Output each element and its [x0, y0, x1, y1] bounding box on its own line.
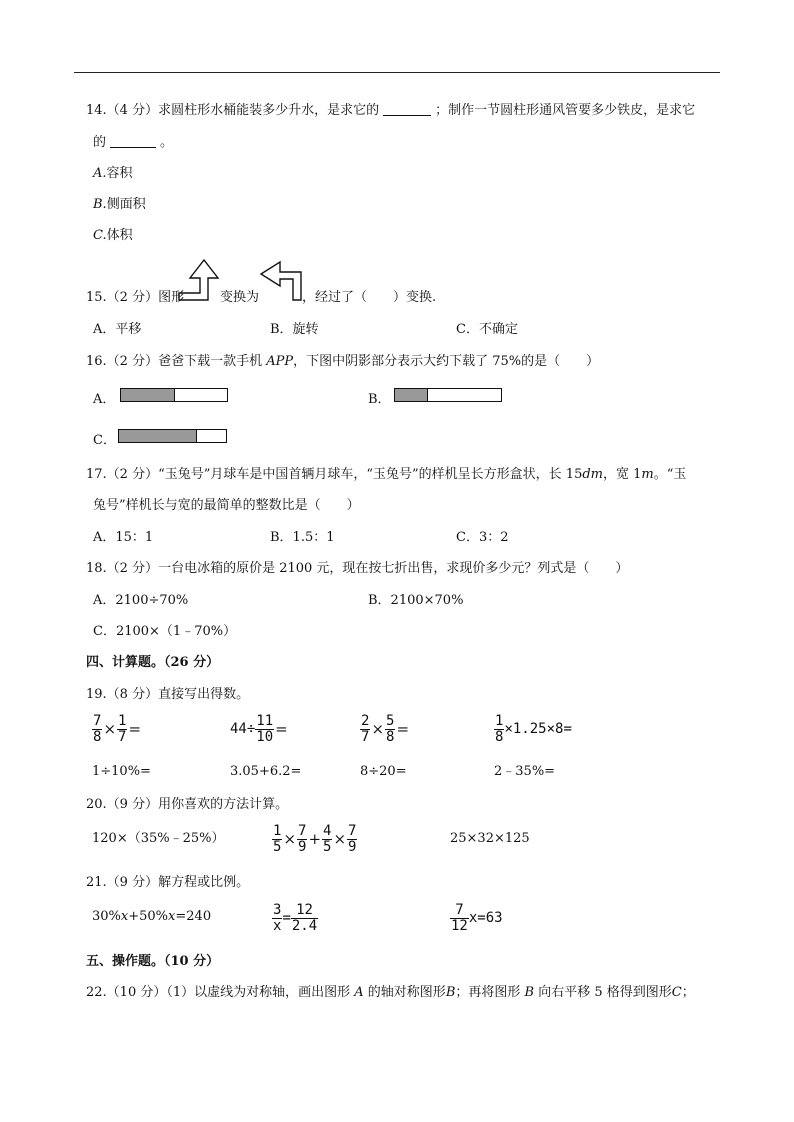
numerator: 7 [348, 823, 357, 839]
q16-option-b[interactable]: B． [368, 392, 391, 407]
q16-text-2: ，下图中阴影部分表示大约下载了 75%的是（ ） [293, 354, 600, 369]
expr-text: ×1.25×8= [504, 721, 572, 738]
q14-text-2: ；制作一节圆柱形通风管要多少铁皮，是求它 [435, 103, 696, 118]
q17-text-2: ，宽 1 [603, 467, 642, 482]
figure-b: B [524, 985, 535, 1000]
denominator: 8 [495, 728, 504, 745]
equals: = [396, 719, 410, 738]
q19-row2-4: 2﹣35%= [494, 764, 556, 779]
equals: = [282, 910, 291, 927]
q17-text: 17.（2 分）“玉兔号”月球车是中国首辆月球车，“玉兔号”的样机呈长方形盒状，长 15 [86, 467, 583, 482]
figure-b: B [445, 985, 456, 1000]
q17-unit-dm: dm [582, 467, 603, 482]
q15-option-a[interactable]: A．平移 [93, 322, 142, 337]
operator: × [371, 719, 385, 738]
q20-expr-3: 25×32×125 [450, 831, 530, 846]
fraction [385, 714, 395, 744]
option-text: 容积 [106, 166, 133, 181]
q22-text: ； [681, 985, 695, 1000]
q14-option-a[interactable] [93, 167, 133, 180]
expr-text: x=63 [468, 910, 503, 927]
option-text: 体积 [106, 228, 133, 243]
q22-text: ；再将图形 [455, 985, 521, 1000]
section-5-heading: 五、操作题。（10 分） [86, 954, 220, 969]
left-arrow-shape-icon [258, 258, 304, 302]
q20-expr-2 [272, 824, 357, 854]
numerator: 1 [118, 713, 127, 729]
denominator: 7 [118, 728, 127, 745]
header-rule [74, 72, 720, 73]
fraction [297, 824, 307, 854]
q16-bar-b [394, 388, 502, 402]
q16-bar-a-fill [121, 389, 175, 401]
q18-stem: 18.（2 分）一台电冰箱的原价是 2100 元，现在按七折出售，求现价多少元？列式是（ ） [86, 561, 629, 576]
q21-expr-1 [92, 910, 211, 923]
numerator: 7 [298, 823, 307, 839]
q17-text-3: 。“玉 [653, 467, 687, 482]
q14-blank-1[interactable] [383, 114, 431, 116]
expr-text: 44÷ [230, 721, 256, 738]
q16-bar-a [120, 388, 228, 402]
section-4-heading: 四、计算题。（26 分） [86, 655, 220, 670]
q14-line2 [93, 136, 173, 149]
q18-option-b[interactable]: B．2100×70% [368, 593, 464, 608]
denominator: x [273, 917, 282, 934]
q16-bar-c [118, 429, 227, 443]
q21-stem: 21.（9 分）解方程或比例。 [86, 875, 250, 890]
q19-expr-2 [230, 714, 289, 744]
q17-option-b[interactable]: B．1.5：1 [270, 530, 335, 545]
q17-line1 [86, 468, 686, 481]
q22-text: 的轴对称图形 [367, 985, 446, 1000]
q14-text: 14.（4 分）求圆柱形水桶能装多少升水，是求它的 [86, 103, 380, 118]
q15-prefix: 15.（2 分）图形 [86, 290, 185, 305]
q16-stem [86, 355, 599, 368]
q15-option-c[interactable]: C．不确定 [456, 322, 518, 337]
q14-option-b[interactable] [93, 198, 146, 211]
q15-suffix: ，经过了（ ）变换. [302, 290, 437, 305]
q17-option-c[interactable]: C．3：2 [456, 530, 509, 545]
q18-option-c[interactable]: C．2100×（1﹣70%） [93, 624, 237, 639]
numerator: 3 [273, 902, 282, 918]
denominator: 8 [386, 728, 395, 745]
q17-option-a[interactable]: A．15：1 [93, 530, 154, 545]
fraction [272, 903, 282, 933]
denominator: 9 [298, 838, 307, 855]
numerator: 2 [361, 713, 370, 729]
numerator: 1 [495, 713, 504, 729]
operator: × [283, 829, 297, 848]
denominator: 5 [323, 838, 332, 855]
denominator: 7 [361, 728, 370, 745]
q15-option-b[interactable]: B．旋转 [270, 322, 319, 337]
fraction [291, 903, 318, 933]
fraction [117, 714, 127, 744]
q17-line2: 兔号”样机长与宽的最简单的整数比是（ ） [93, 498, 360, 513]
equals: = [128, 719, 142, 738]
q19-expr-3 [360, 714, 410, 744]
fraction [450, 903, 469, 933]
q19-expr-4 [494, 714, 572, 744]
variable-x: x [120, 909, 129, 924]
option-letter: A. [93, 166, 107, 181]
q14-text-4: 。 [160, 135, 174, 150]
numerator: 5 [386, 713, 395, 729]
q14-text-3: 的 [93, 135, 107, 150]
fraction [494, 714, 504, 744]
numerator: 11 [256, 713, 274, 729]
fraction [360, 714, 370, 744]
q15-middle: 变换为 [220, 290, 260, 305]
option-letter: C. [93, 228, 107, 243]
figure-c: C [671, 985, 682, 1000]
option-letter: B. [93, 197, 107, 212]
fraction [347, 824, 357, 854]
equals: = [275, 719, 288, 738]
q14-line1 [86, 104, 695, 117]
fraction [272, 824, 282, 854]
q21-expr-3 [450, 903, 503, 933]
fraction [92, 714, 102, 744]
q22-text: 向右平移 5 格得到图形 [538, 985, 672, 1000]
numerator: 12 [291, 903, 318, 919]
q19-expr-1 [92, 714, 142, 744]
denominator: 9 [348, 838, 357, 855]
fraction [322, 824, 332, 854]
q20-expr-1: 120×（35%﹣25%） [92, 831, 225, 846]
q22-text: 22.（10 分）（1）以虚线为对称轴，画出图形 [86, 985, 351, 1000]
expr-text: 30% [92, 909, 121, 924]
denominator: 8 [93, 728, 102, 745]
q21-expr-2 [272, 903, 318, 933]
up-arrow-shape-icon [178, 258, 220, 302]
q14-option-c[interactable] [93, 229, 133, 242]
denominator: 12 [451, 917, 468, 934]
denominator: 10 [256, 728, 274, 745]
numerator: 4 [323, 823, 332, 839]
numerator: 1 [273, 823, 282, 839]
q16-bar-c-fill [119, 430, 197, 442]
q19-row2-3: 8÷20= [360, 764, 407, 779]
q19-row2-1: 1÷10%= [92, 764, 151, 779]
q17-unit-m: m [641, 467, 654, 482]
q16-bar-b-fill [395, 389, 428, 401]
q16-option-c[interactable]: C． [93, 433, 116, 448]
q16-text: 16.（2 分）爸爸下载一款手机 [86, 354, 263, 369]
q14-blank-2[interactable] [110, 146, 156, 148]
numerator: 7 [93, 713, 102, 729]
denominator: 2.4 [291, 917, 318, 934]
operator: × [333, 829, 347, 848]
denominator: 5 [273, 838, 282, 855]
numerator: 7 [450, 903, 469, 919]
figure-a: A [354, 985, 364, 1000]
fraction [255, 714, 274, 744]
q22-stem [86, 986, 695, 999]
operator: × [103, 719, 117, 738]
q18-option-a[interactable]: A．2100÷70% [93, 593, 189, 608]
operator: + [308, 829, 322, 848]
expr-text: =240 [175, 909, 212, 924]
q20-stem: 20.（9 分）用你喜欢的方法计算。 [86, 797, 289, 812]
q16-option-a[interactable]: A． [93, 392, 116, 407]
q19-stem: 19.（8 分）直接写出得数。 [86, 687, 250, 702]
option-text: 侧面积 [106, 197, 146, 212]
expr-text: +50% [128, 909, 169, 924]
q19-row2-2: 3.05+6.2= [230, 764, 302, 779]
q16-app: APP [266, 354, 294, 369]
variable-x: x [168, 909, 176, 924]
